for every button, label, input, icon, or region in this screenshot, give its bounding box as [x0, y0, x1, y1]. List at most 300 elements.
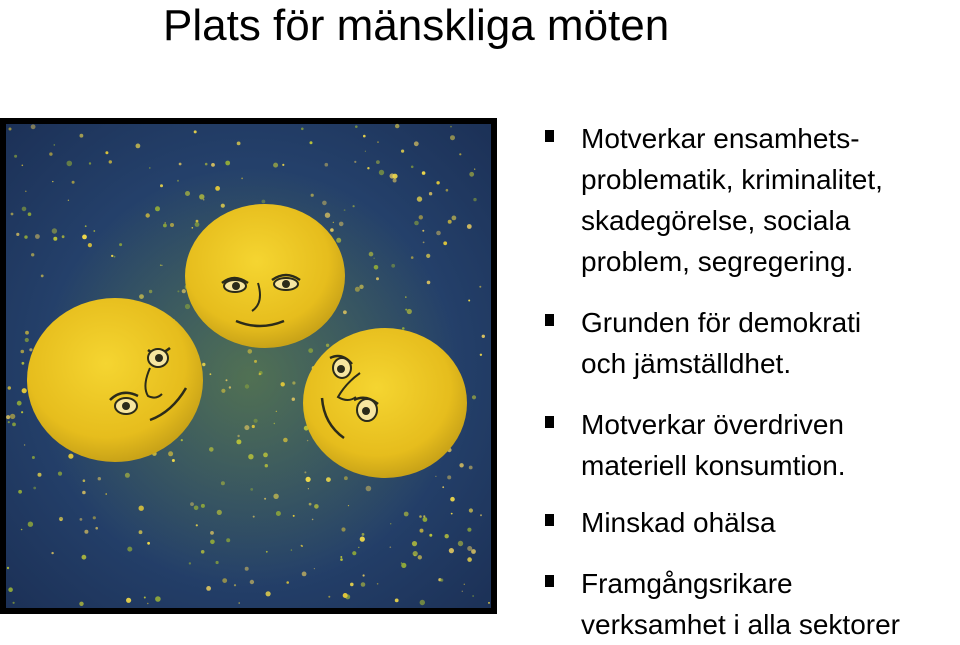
speckle: [423, 242, 425, 244]
speckle: [407, 309, 412, 314]
speckle: [234, 584, 236, 586]
speckle: [469, 508, 473, 512]
speckle: [194, 506, 199, 511]
speckle: [16, 233, 19, 236]
speckle: [160, 264, 162, 266]
speckle: [414, 141, 419, 146]
speckle: [350, 583, 354, 587]
speckle: [165, 222, 166, 223]
speckle: [283, 438, 288, 443]
speckle: [149, 167, 151, 169]
speckle: [429, 192, 432, 195]
speckle: [418, 555, 422, 559]
speckle: [395, 599, 399, 603]
speckle: [168, 451, 173, 456]
speckle: [292, 398, 295, 401]
speckle: [52, 181, 53, 182]
speckle: [210, 531, 214, 535]
speckle: [236, 439, 241, 444]
speckle: [369, 252, 374, 257]
speckle: [24, 444, 25, 445]
speckle: [28, 522, 33, 527]
speckle: [38, 473, 42, 477]
speckle: [147, 542, 150, 545]
speckle: [93, 516, 96, 519]
speckle: [139, 506, 144, 511]
speckle: [82, 235, 87, 240]
speckle: [185, 191, 190, 196]
speckle: [429, 534, 432, 537]
painting-image: [0, 118, 497, 614]
speckle: [13, 602, 15, 604]
speckle: [161, 265, 162, 266]
speckle: [468, 300, 470, 302]
speckle: [391, 264, 395, 268]
speckle: [62, 235, 65, 238]
speckle: [139, 530, 143, 534]
speckle: [361, 582, 366, 587]
speckle: [206, 586, 211, 591]
square-bullet-icon: [545, 514, 554, 526]
speckle: [221, 389, 225, 393]
speckle: [14, 155, 17, 158]
speckle: [209, 447, 214, 452]
speckle: [420, 529, 424, 533]
speckle: [348, 505, 349, 506]
speckle: [9, 128, 12, 131]
speckle: [458, 541, 463, 546]
speckle: [105, 493, 107, 495]
speckle: [326, 477, 331, 482]
speckle: [312, 519, 314, 521]
speckle: [190, 502, 194, 506]
left-face: [27, 298, 203, 462]
speckle: [17, 401, 22, 406]
square-bullet-icon: [545, 314, 554, 326]
speckle: [10, 414, 15, 419]
speckle: [172, 459, 175, 462]
speckle: [126, 598, 131, 603]
speckle: [93, 230, 95, 232]
speckle: [265, 464, 268, 467]
speckle: [225, 161, 230, 166]
speckle: [405, 296, 407, 298]
speckle: [170, 223, 174, 227]
speckle: [352, 551, 356, 555]
speckle: [210, 540, 215, 545]
speckle: [68, 454, 73, 459]
speckle: [144, 597, 146, 599]
speckle: [301, 545, 303, 547]
speckle: [450, 135, 455, 140]
speckle: [54, 144, 56, 146]
speckle: [467, 557, 472, 562]
speckle: [308, 488, 309, 489]
speckle: [6, 415, 10, 419]
speckle: [22, 388, 27, 393]
speckle: [22, 362, 25, 365]
speckle: [8, 421, 10, 423]
speckle: [326, 344, 329, 347]
speckle: [309, 503, 312, 506]
right-face: [303, 328, 467, 478]
speckle: [414, 555, 416, 557]
speckle: [8, 587, 13, 592]
speckle: [189, 562, 191, 564]
speckle: [365, 151, 366, 152]
speckle: [311, 194, 314, 197]
speckle: [363, 135, 366, 138]
square-bullet-icon: [545, 130, 554, 142]
bullet-item: [543, 118, 960, 282]
speckle: [395, 124, 399, 128]
speckle: [58, 472, 62, 476]
speckle: [82, 555, 87, 560]
bullet-text: Minskad ohälsa: [581, 507, 776, 538]
speckle: [35, 234, 40, 239]
speckle: [41, 275, 44, 278]
bullet-item: [543, 404, 960, 486]
speckle: [252, 425, 255, 428]
speckle: [314, 568, 315, 569]
speckle: [353, 205, 355, 207]
speckle: [119, 243, 122, 246]
bullet-text: Motverkar överdriven materiell konsumtion.: [581, 409, 846, 481]
speckle: [136, 144, 141, 149]
speckle: [419, 215, 423, 219]
speckle: [155, 206, 160, 211]
speckle: [245, 567, 249, 571]
speckle: [49, 152, 52, 155]
speckle: [226, 538, 230, 542]
bullet-text: Motverkar ensamhets- problematik, kriminalitet, skadegörelse, sociala problem, segregering.: [581, 123, 883, 277]
speckle: [469, 172, 474, 177]
speckle: [358, 547, 359, 548]
speckle: [390, 523, 391, 524]
speckle: [205, 163, 208, 166]
speckle: [273, 494, 278, 499]
speckle: [467, 546, 472, 551]
speckle: [83, 479, 86, 482]
speckle: [472, 595, 474, 597]
speckle: [274, 423, 275, 424]
speckle: [114, 256, 116, 258]
speckle: [464, 584, 465, 585]
speckle: [343, 310, 347, 314]
speckle: [419, 515, 422, 518]
speckle: [414, 221, 419, 226]
speckle: [266, 591, 271, 596]
speckle: [339, 222, 344, 227]
speckle: [12, 423, 16, 427]
speckle: [304, 471, 306, 473]
speckle: [314, 504, 319, 509]
speckle: [177, 290, 179, 292]
speckle: [53, 237, 57, 241]
speckle: [363, 574, 365, 576]
speckle: [33, 487, 36, 490]
speckle: [179, 163, 182, 166]
speckle: [411, 166, 414, 169]
speckle: [344, 209, 346, 211]
speckle: [11, 213, 14, 216]
speckle: [374, 265, 379, 270]
speckle: [201, 550, 205, 554]
speckle: [88, 243, 92, 247]
speckle: [459, 153, 461, 155]
speckle: [21, 350, 25, 354]
speckle: [89, 162, 91, 164]
speckle: [449, 548, 454, 553]
speckle: [359, 285, 363, 289]
speckle: [376, 160, 380, 164]
speckle: [307, 440, 308, 441]
speckle: [467, 528, 471, 532]
speckle: [32, 456, 35, 459]
speckle: [238, 602, 240, 604]
speckle: [291, 549, 292, 550]
speckle: [469, 466, 473, 470]
speckle: [472, 395, 476, 399]
speckle: [423, 515, 425, 517]
speckle: [28, 212, 32, 216]
speckle: [482, 335, 485, 338]
speckle: [221, 204, 225, 208]
speckle: [160, 184, 163, 187]
speckle: [459, 463, 463, 467]
speckle: [98, 477, 101, 480]
speckle: [336, 238, 341, 243]
bullet-text: Grunden för demokrati och jämställdhet.: [581, 307, 862, 379]
speckle: [80, 518, 83, 521]
speckle: [401, 562, 402, 563]
speckle: [217, 510, 222, 515]
speckle: [436, 231, 441, 236]
speckle: [435, 476, 436, 477]
speckle: [195, 222, 200, 227]
slide-title: Plats för mänskliga möten: [163, 1, 670, 50]
speckle: [411, 256, 414, 259]
speckle: [343, 593, 348, 598]
speckle: [276, 511, 281, 516]
speckle: [111, 255, 113, 257]
speckle: [333, 222, 334, 223]
speckle: [266, 551, 268, 553]
speckle: [306, 477, 311, 482]
speckle: [31, 253, 34, 256]
speckle: [340, 558, 343, 561]
speckle: [292, 381, 295, 384]
speckle: [344, 476, 348, 480]
speckle: [366, 486, 372, 492]
speckle: [163, 224, 167, 228]
speckle: [393, 179, 397, 183]
speckle: [322, 201, 327, 206]
speckle: [420, 600, 425, 605]
speckle: [149, 290, 152, 293]
speckle: [18, 490, 22, 494]
speckle: [293, 515, 295, 517]
speckle: [330, 228, 334, 232]
speckle: [146, 213, 150, 217]
speckle: [442, 486, 444, 488]
speckle: [51, 552, 53, 554]
speckle: [139, 294, 144, 299]
speckle: [367, 167, 369, 169]
speckle: [22, 207, 27, 212]
bullet-item: [543, 302, 960, 384]
speckle: [82, 491, 86, 495]
speckle: [59, 517, 63, 521]
speckle: [245, 384, 249, 388]
speckle: [462, 591, 463, 592]
speckle: [392, 174, 397, 179]
speckle: [229, 386, 231, 388]
speckle: [340, 556, 342, 558]
speckle: [222, 578, 227, 583]
speckle: [29, 348, 32, 351]
speckle: [250, 580, 254, 584]
bullet-text: Framgångsrikare verksamhet i alla sektorer: [581, 568, 901, 640]
speckle: [325, 213, 330, 218]
speckle: [192, 227, 194, 229]
speckle: [85, 225, 87, 227]
speckle: [405, 309, 407, 311]
bullet-item: [543, 502, 960, 543]
speckle: [362, 533, 365, 536]
speckle: [79, 602, 83, 606]
speckle: [31, 124, 36, 129]
speckle: [440, 579, 443, 582]
speckle: [68, 200, 69, 201]
speckle: [445, 534, 449, 538]
speckle: [248, 349, 253, 354]
speckle: [67, 161, 73, 167]
speckle: [273, 163, 278, 168]
speckle: [436, 181, 439, 184]
speckle: [25, 191, 27, 193]
speckle: [281, 382, 285, 386]
speckle: [480, 514, 482, 516]
speckle: [263, 453, 268, 458]
speckle: [155, 596, 161, 602]
bullet-list: [543, 118, 960, 645]
speckle: [450, 497, 455, 502]
speckle: [226, 379, 228, 381]
speckle: [177, 180, 179, 182]
speckle: [125, 473, 130, 478]
speckle: [250, 488, 253, 491]
speckle: [376, 277, 379, 280]
speckle: [473, 198, 476, 201]
speckle: [355, 287, 360, 292]
speckle: [221, 481, 225, 485]
speckle: [341, 527, 345, 531]
speckle: [196, 220, 199, 223]
speckle: [377, 583, 379, 585]
speckle: [254, 419, 258, 423]
speckle: [52, 228, 57, 233]
speckle: [181, 439, 183, 441]
speckle: [286, 581, 289, 584]
speckle: [417, 196, 422, 201]
speckle: [25, 331, 29, 335]
speckle: [21, 411, 23, 413]
speckle: [360, 537, 365, 542]
speckle: [426, 254, 430, 258]
speckle: [276, 411, 277, 412]
speckle: [241, 178, 243, 180]
speckle: [84, 530, 88, 534]
speckle: [109, 160, 112, 163]
speckle: [22, 165, 24, 167]
speckle: [452, 216, 457, 221]
speckle: [262, 200, 266, 204]
square-bullet-icon: [545, 575, 554, 587]
speckle: [21, 529, 23, 531]
speckle: [427, 281, 431, 285]
speckle: [390, 546, 392, 548]
speckle: [95, 527, 98, 530]
speckle: [404, 512, 409, 517]
speckle: [7, 567, 9, 569]
speckle: [215, 186, 220, 191]
speckle: [185, 304, 190, 309]
speckle: [24, 235, 27, 238]
speckle: [216, 561, 219, 564]
speckle: [196, 524, 198, 526]
speckle: [479, 286, 481, 288]
speckle: [446, 189, 449, 192]
speckle: [379, 170, 384, 175]
speckle: [210, 373, 212, 375]
speckle: [450, 126, 452, 128]
speckle: [474, 169, 475, 170]
speckle: [248, 454, 253, 459]
speckle: [72, 181, 75, 184]
speckle: [237, 435, 239, 437]
bullet-item: [543, 563, 960, 645]
speckle: [423, 517, 428, 522]
speckle: [355, 125, 358, 128]
speckle: [448, 220, 452, 224]
speckle: [194, 130, 197, 133]
top-face: [185, 204, 345, 348]
speckle: [302, 572, 307, 577]
speckle: [308, 348, 313, 353]
speckle: [325, 163, 329, 167]
speckle: [402, 327, 405, 330]
speckle: [253, 516, 255, 518]
speckle: [422, 171, 426, 175]
speckle: [127, 547, 132, 552]
speckle: [282, 164, 284, 166]
speckle: [211, 163, 215, 167]
speckle: [199, 194, 204, 199]
three-faces-painting-svg: [0, 118, 497, 614]
speckle: [422, 230, 424, 232]
speckle: [480, 354, 482, 356]
speckle: [301, 128, 304, 131]
speckle: [412, 541, 417, 546]
speckle: [354, 161, 356, 163]
speckle: [237, 142, 241, 146]
speckle: [401, 150, 404, 153]
speckle: [105, 151, 108, 154]
speckle: [147, 603, 148, 604]
speckle: [259, 373, 261, 375]
speckle: [182, 289, 186, 293]
